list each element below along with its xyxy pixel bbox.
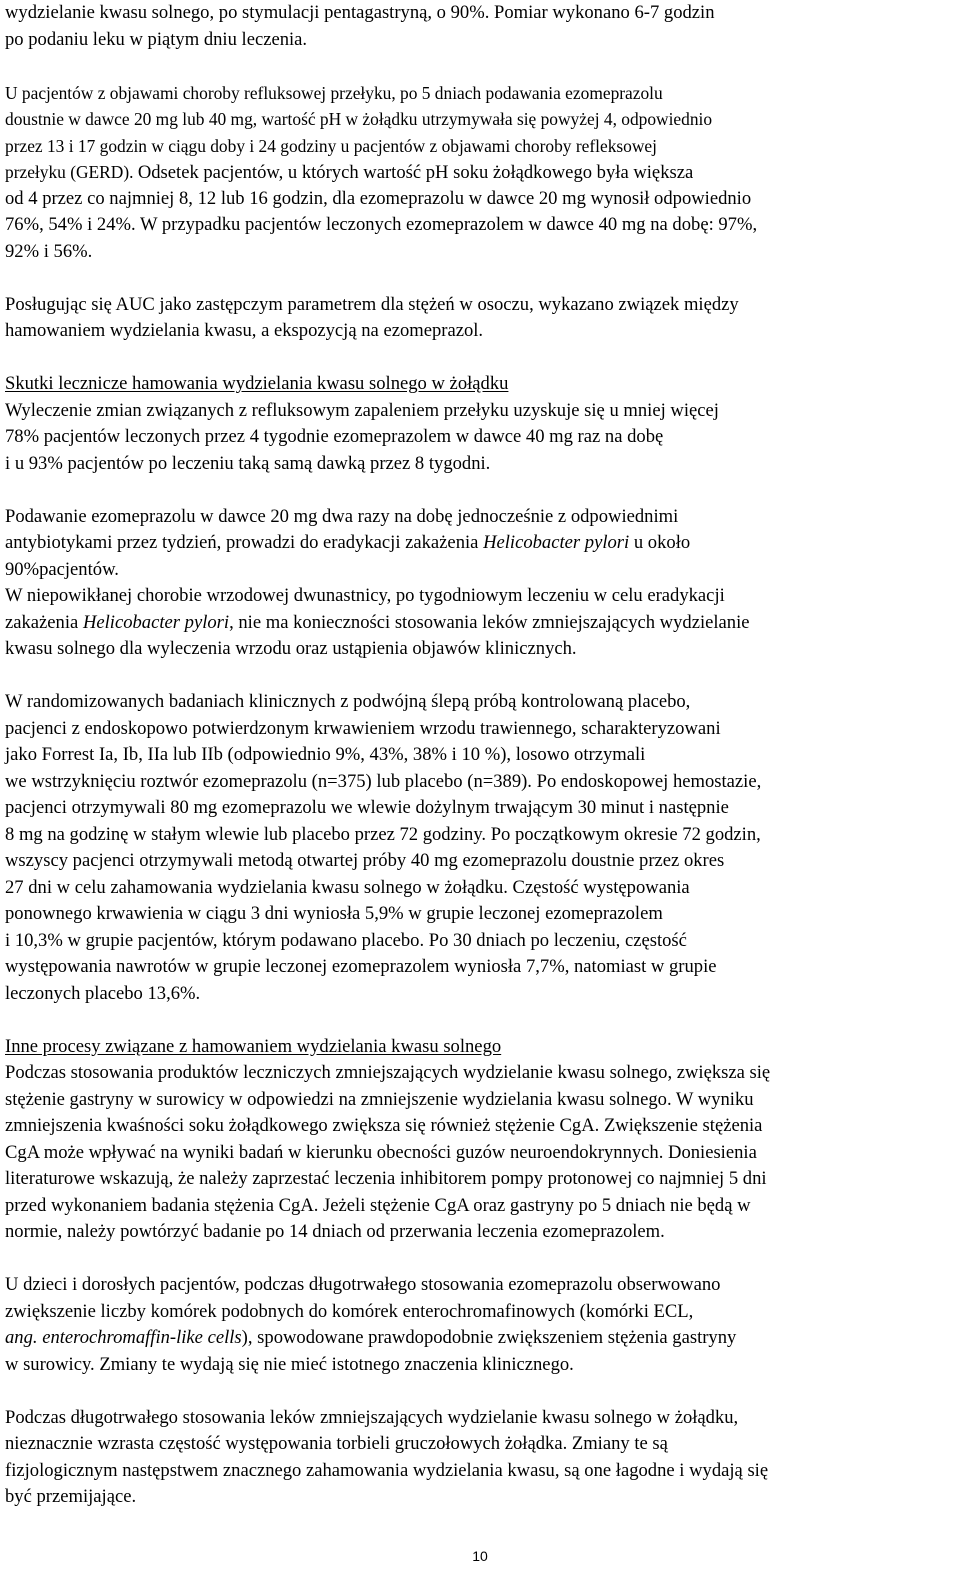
paragraph-helicobacter (5, 504, 955, 663)
italic-span: Helicobacter pylori (483, 532, 630, 553)
section-therapeutic-effects (5, 371, 955, 477)
text-line: literaturowe wskazują, że należy zaprzestać leczenia inhibitorem pompy protonowej co najmniej 5 dni (5, 1168, 767, 1189)
text-line: hamowaniem wydzielania kwasu, a ekspozycją na ezomeprazol. (5, 320, 484, 341)
text-line (5, 610, 955, 637)
text-span: przełyku (GERD). (5, 162, 138, 182)
text-line: od 4 przez co najmniej 8, 12 lub 16 godzin, dla ezomeprazolu w dawce 20 mg wynosił odpowiednio (5, 187, 752, 209)
text-line: w surowicy. Zmiany te wydają się nie mieć istotnego znaczenia klinicznego. (5, 1353, 574, 1375)
page-number: 10 (472, 1548, 488, 1564)
text-line: kwasu solnego dla wyleczenia wrzodu oraz ustąpienia objawów klinicznych. (5, 638, 577, 659)
text-line: zmniejszenia kwaśności soku żołądkowego zwiększa się również stężenie CgA. Zwiększenie stężenia (5, 1115, 763, 1136)
text-span: zakażenia (5, 611, 83, 633)
text-line: Podczas długotrwałego stosowania leków zmniejszających wydzielanie kwasu solnego w żołądku, (5, 1406, 739, 1428)
text-line: wszyscy pacjenci otrzymywali metodą otwartej próby 40 mg ezomeprazolu doustnie przez okres (5, 850, 725, 871)
text-line: Podawanie ezomeprazolu w dawce 20 mg dwa razy na dobę jednocześnie z odpowiednimi (5, 505, 679, 527)
text-span: ), spowodowane prawdopodobnie zwiększeniem stężenia gastryny (241, 1327, 737, 1348)
text-line: 92% i 56%. (5, 240, 93, 262)
text-line: W niepowikłanej chorobie wrzodowej dwunastnicy, po tygodniowym leczeniu w celu eradykacji (5, 585, 725, 606)
text-line: W randomizowanych badaniach klinicznych z podwójną ślepą próbą kontrolowaną placebo, (5, 691, 691, 712)
text-span: antybiotykami przez tydzień, prowadzi do eradykacji zakażenia (5, 532, 484, 553)
text-line: pacjenci otrzymywali 80 mg ezomeprazolu we wlewie dożylnym trwającym 30 minut i następnie (5, 797, 729, 818)
document-page (5, 0, 955, 1511)
italic-span: ang. enterochromaffin-like cells (5, 1327, 242, 1348)
text-line: U dzieci i dorosłych pacjentów, podczas długotrwałego stosowania ezomeprazolu obserwowano (5, 1274, 721, 1295)
text-line: 76%, 54% i 24%. W przypadku pacjentów leczonych ezomeprazolem w dawce 40 mg na dobę: 97%, (5, 214, 758, 235)
paragraph-acid-secretion (5, 0, 955, 53)
paragraph-gland-cysts (5, 1405, 955, 1511)
section-other-processes (5, 1034, 955, 1246)
text-line: Podczas stosowania produktów leczniczych zmniejszających wydzielanie kwasu solnego, zwiększa się (5, 1062, 771, 1083)
text-line: 78% pacjentów leczonych przez 4 tygodnie ezomeprazolem w dawce 40 mg raz na dobę (5, 426, 664, 447)
text-line (5, 159, 955, 186)
section-heading: Skutki lecznicze hamowania wydzielania kwasu solnego w żołądku (5, 373, 509, 394)
text-line: przed wykonaniem badania stężenia CgA. Jeżeli stężenie CgA oraz gastryny po 5 dniach nie będą w (5, 1194, 751, 1216)
text-line (5, 1325, 955, 1352)
text-line: być przemijające. (5, 1486, 137, 1507)
paragraph-auc (5, 292, 955, 345)
paragraph-randomized-trials (5, 689, 955, 1007)
text-line: CgA może wpływać na wyniki badań w kierunku obecności guzów neuroendokrynnych. Doniesienia (5, 1141, 757, 1163)
text-line: występowania nawrotów w grupie leczonej ezomeprazolem wyniosła 7,7%, natomiast w grupie (5, 956, 717, 977)
text-line: U pacjentów z objawami choroby refluksowej przełyku, po 5 dniach podawania ezomeprazolu (5, 82, 663, 103)
text-line: przez 13 i 17 godzin w ciągu doby i 24 godziny u pacjentów z objawami choroby refleksowej (5, 135, 657, 156)
text-line: i u 93% pacjentów po leczeniu taką samą dawką przez 8 tygodni. (5, 452, 491, 474)
text-line: 8 mg na godzinę w stałym wlewie lub placebo przez 72 godziny. Po początkowym okresie 72 godzin, (5, 823, 761, 845)
text-line (5, 530, 955, 557)
paragraph-ecl-cells (5, 1272, 955, 1378)
text-line: normie, należy powtórzyć badanie po 14 dniach od przerwania leczenia ezomeprazolem. (5, 1221, 665, 1242)
text-line: nieznacznie wzrasta częstość występowania torbieli gruczołowych żołądka. Zmiany te są (5, 1433, 668, 1454)
text-line: we wstrzyknięciu roztwór ezomeprazolu (n=375) lub placebo (n=389). Po endoskopowej hemostazie, (5, 770, 762, 792)
section-heading: Inne procesy związane z hamowaniem wydzielania kwasu solnego (5, 1035, 502, 1057)
italic-span: Helicobacter pylori (82, 611, 230, 633)
text-line: 90%pacjentów. (5, 558, 119, 580)
text-line: i 10,3% w grupie pacjentów, którym podawano placebo. Po 30 dniach po leczeniu, częstość (5, 929, 687, 951)
text-span: , nie ma konieczności stosowania leków zmniejszających wydzielanie (229, 611, 750, 633)
text-line: 27 dni w celu zahamowania wydzielania kwasu solnego w żołądku. Częstość występowania (5, 876, 690, 898)
text-line: wydzielanie kwasu solnego, po stymulacji pentagastryną, o 90%. Pomiar wykonano 6-7 godzin (5, 2, 715, 23)
text-span: Odsetek pacjentów, u których wartość pH soku żołądkowego była większa (137, 162, 694, 183)
text-line: po podaniu leku w piątym dniu leczenia. (5, 28, 308, 50)
text-line: ponownego krwawienia w ciągu 3 dni wyniosła 5,9% w grupie leczonej ezomeprazolem (5, 903, 663, 924)
text-line: zwiększenie liczby komórek podobnych do komórek enterochromafinowych (komórki ECL, (5, 1300, 694, 1322)
text-line: pacjenci z endoskopowo potwierdzonym krwawieniem wrzodu trawiennego, scharakteryzowani (5, 717, 721, 739)
text-line: Wyleczenie zmian związanych z refluksowym zapaleniem przełyku uzyskuje się u mniej więcej (5, 399, 719, 421)
text-line: Posługując się AUC jako zastępczym parametrem dla stężeń w osoczu, wykazano związek między (5, 293, 739, 315)
text-line: fizjologicznym następstwem znacznego zahamowania wydzielania kwasu, są one łagodne i wydają się (5, 1459, 769, 1481)
text-line: doustnie w dawce 20 mg lub 40 mg, wartość pH w żołądku utrzymywała się powyżej 4, odpowiednio (5, 109, 713, 129)
text-line: stężenie gastryny w surowicy w odpowiedzi na zmniejszenie wydzielania kwasu solnego. W wyniku (5, 1088, 754, 1110)
paragraph-gerd-ph (5, 80, 955, 266)
text-line: leczonych placebo 13,6%. (5, 982, 201, 1004)
text-line: jako Forrest Ia, Ib, IIa lub IIb (odpowiednio 9%, 43%, 38% i 10 %), losowo otrzymali (5, 744, 646, 765)
text-span: u około (629, 532, 691, 553)
